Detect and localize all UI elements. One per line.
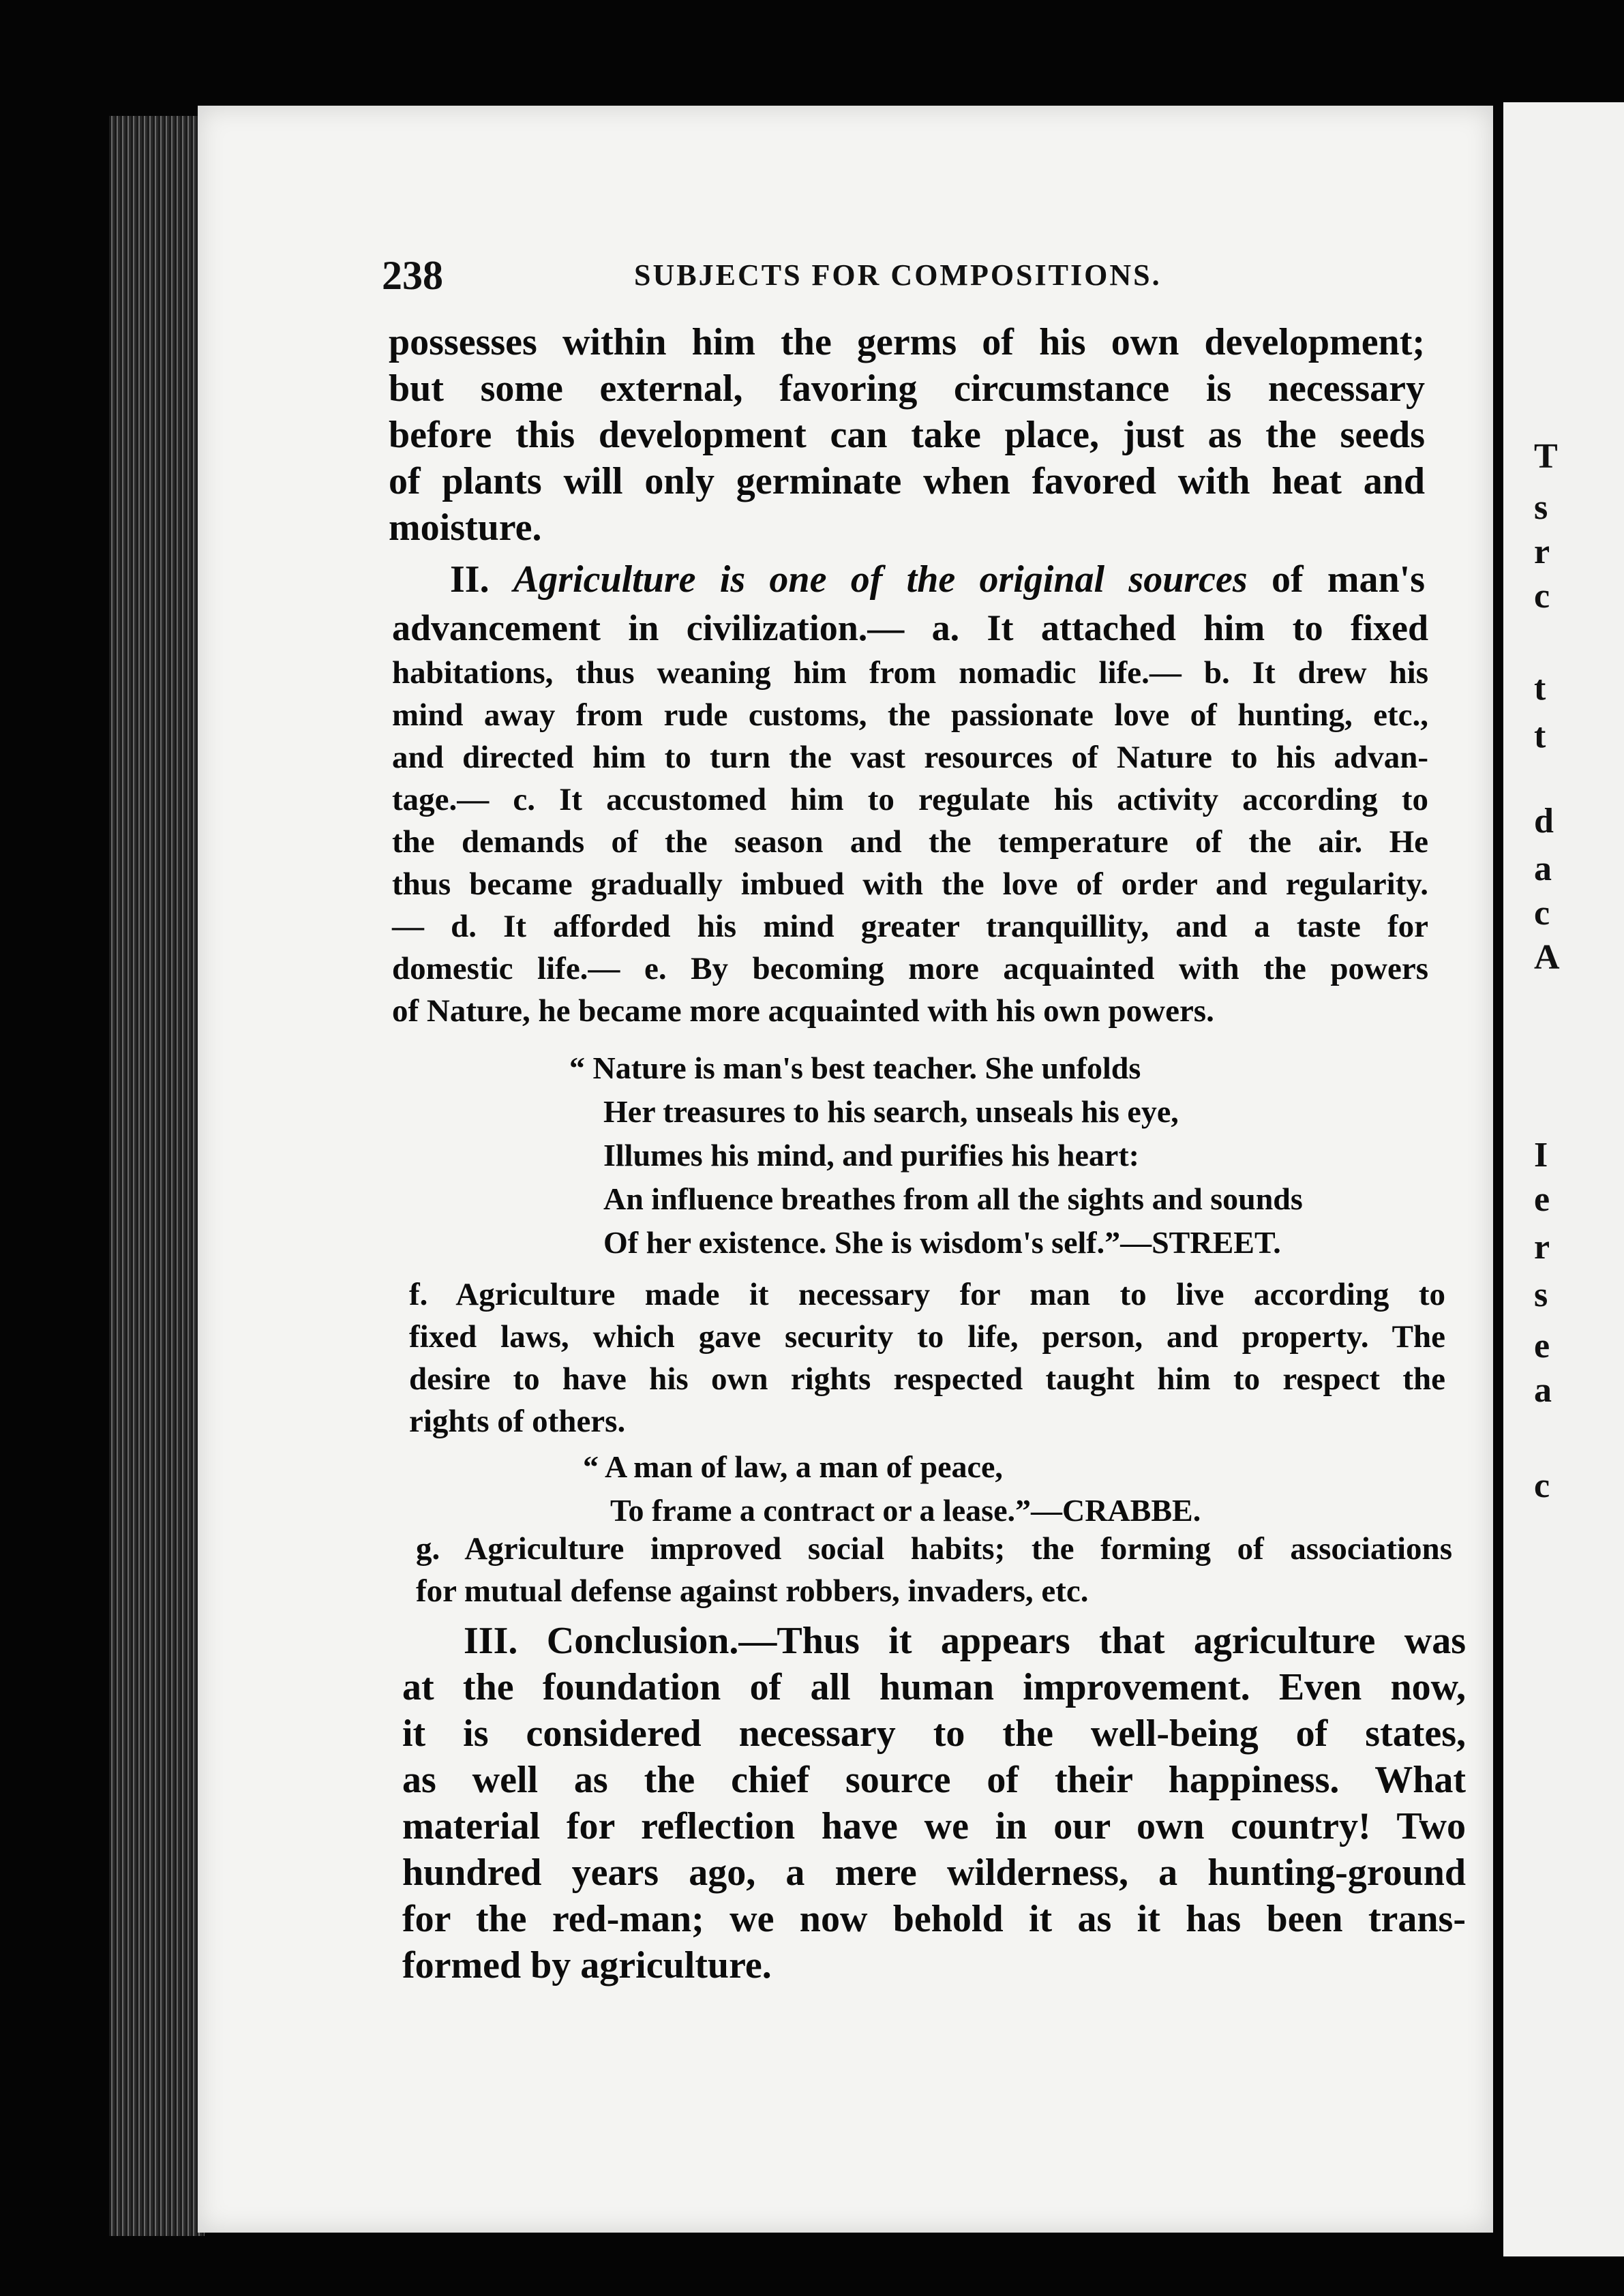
- page-number: 238: [382, 253, 443, 298]
- text-line: moisture.: [389, 507, 542, 549]
- facing-page-letter: e: [1534, 1327, 1550, 1365]
- facing-page-letter: d: [1534, 802, 1554, 841]
- text-line: the demands of the season and the temperature of the air. He: [392, 824, 1428, 860]
- text-line: and directed him to turn the vast resources of Nature to his advan-: [392, 740, 1428, 775]
- text-line: but some external, favoring circumstance is necessary: [389, 367, 1425, 410]
- text-line: material for reflection have we in our own country! Two: [402, 1805, 1466, 1847]
- section-numeral: II.: [450, 558, 490, 601]
- poem-line: “ Nature is man's best teacher. She unfolds: [569, 1051, 1141, 1085]
- facing-page-letter: A: [1534, 938, 1560, 977]
- text-line: g. Agriculture improved social habits; the forming of associations: [416, 1531, 1452, 1567]
- section-heading: Agriculture is one of the original sources: [513, 558, 1248, 601]
- facing-page-letter: a: [1534, 1371, 1552, 1410]
- facing-page-letter: t: [1534, 716, 1546, 755]
- text-line: formed by agriculture.: [402, 1944, 772, 1987]
- facing-page-letter: c: [1534, 894, 1550, 933]
- poem-line: Of her existence. She is wisdom's self.”—STREET.: [603, 1225, 1281, 1260]
- facing-page-letter: c: [1534, 1466, 1550, 1505]
- text-line: at the foundation of all human improvement. Even now,: [402, 1666, 1466, 1708]
- facing-page-letter: s: [1534, 488, 1548, 527]
- running-title: SUBJECTS FOR COMPOSITIONS.: [634, 258, 1162, 292]
- text-line: habitations, thus weaning him from nomadic life.— b. It drew his: [392, 655, 1428, 691]
- text-line: for mutual defense against robbers, invaders, etc.: [416, 1573, 1089, 1609]
- text-line: as well as the chief source of their happiness. What: [402, 1759, 1466, 1801]
- text-line: thus became gradually imbued with the love of order and regularity.: [392, 866, 1428, 902]
- page-header: [382, 252, 1404, 300]
- poem-line: To frame a contract or a lease.”—CRABBE.: [610, 1493, 1201, 1528]
- text-line: fixed laws, which gave security to life, person, and property. The: [409, 1319, 1445, 1355]
- text-line: before this development can take place, just as the seeds: [389, 414, 1425, 456]
- text-line: III. Conclusion.—Thus it appears that agriculture was: [464, 1620, 1466, 1662]
- facing-page-letter: s: [1534, 1275, 1548, 1314]
- text-line: f. Agriculture made it necessary for man to live according to: [409, 1277, 1445, 1312]
- text-line: of Nature, he became more acquainted with his own powers.: [392, 993, 1214, 1029]
- text-line: desire to have his own rights respected taught him to respect the: [409, 1361, 1445, 1397]
- poem-line: “ A man of law, a man of peace,: [583, 1449, 1003, 1484]
- book-page-edges: [109, 116, 205, 2236]
- poem-line: Her treasures to his search, unseals his eye,: [603, 1094, 1179, 1129]
- facing-page-letter: r: [1534, 1228, 1550, 1267]
- text-line: advancement in civilization.— a. It attached him to fixed: [392, 607, 1428, 648]
- facing-page-letter: T: [1534, 437, 1558, 476]
- facing-page-letter: a: [1534, 849, 1552, 888]
- text-line: for the red-man; we now behold it as it has been trans-: [402, 1898, 1466, 1940]
- text-line: tage.— c. It accustomed him to regulate his activity according to: [392, 782, 1428, 817]
- text-line: hundred years ago, a mere wilderness, a hunting-ground: [402, 1852, 1466, 1894]
- facing-page-edge: [1503, 102, 1624, 2256]
- text-line: rights of others.: [409, 1404, 626, 1439]
- facing-page-letter: e: [1534, 1180, 1550, 1219]
- facing-page-letter: I: [1534, 1136, 1548, 1175]
- text-line: it is considered necessary to the well-being of states,: [402, 1712, 1466, 1755]
- text-line: of plants will only germinate when favored with heat and: [389, 460, 1425, 502]
- section-heading-tail: of man's: [1271, 558, 1426, 601]
- text-line: — d. It afforded his mind greater tranquillity, and a taste for: [392, 909, 1428, 944]
- facing-page-letter: r: [1534, 532, 1550, 571]
- facing-page-letter: t: [1534, 669, 1546, 708]
- facing-page-letter: c: [1534, 577, 1550, 616]
- text-line: possesses within him the germs of his own development;: [389, 321, 1425, 363]
- text-line: domestic life.— e. By becoming more acquainted with the powers: [392, 951, 1428, 986]
- text-line: mind away from rude customs, the passionate love of hunting, etc.,: [392, 697, 1428, 733]
- poem-line: Illumes his mind, and purifies his heart:: [603, 1138, 1139, 1173]
- poem-line: An influence breathes from all the sights and sounds: [603, 1181, 1303, 1216]
